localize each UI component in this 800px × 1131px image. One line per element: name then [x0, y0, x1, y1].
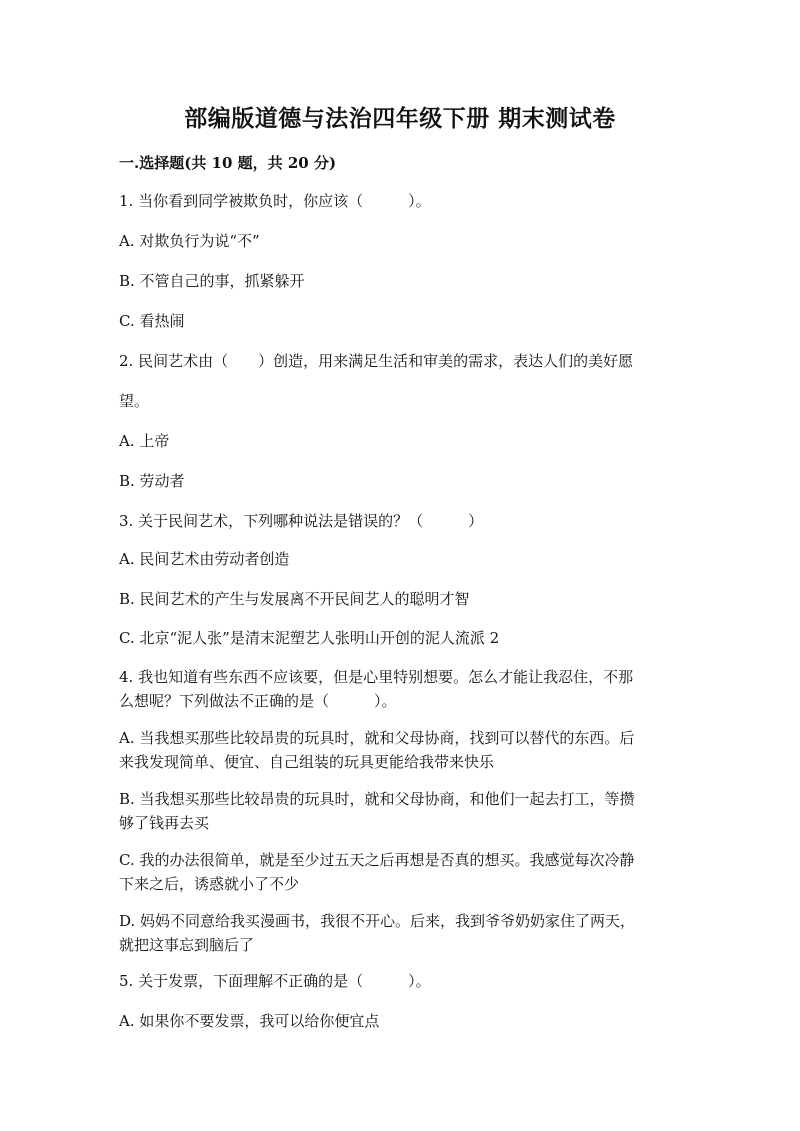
question-5-option-a: A. 如果你不要发票，我可以给你便宜点	[119, 1012, 380, 1030]
question-4-option-c: C. 我的办法很简单，就是至少过五天之后再想是否真的想买。我感觉每次冷静	[119, 851, 635, 869]
question-3-stem: 3. 关于民间艺术，下列哪种说法是错误的？（ ）	[119, 512, 484, 530]
question-2-stem-continued: 望。	[119, 392, 150, 410]
page-title: 部编版道德与法治四年级下册 期末测试卷	[184, 105, 616, 132]
question-3-option-a: A. 民间艺术由劳动者创造	[119, 550, 290, 568]
question-4-option-a-continued: 来我发现简单、便宜、自己组装的玩具更能给我带来快乐	[119, 753, 495, 771]
question-1-option-c: C. 看热闹	[119, 312, 185, 330]
question-1-stem: 1. 当你看到同学被欺负时，你应该（ ）。	[119, 192, 431, 210]
section-heading: 一.选择题(共 10 题，共 20 分)	[119, 154, 337, 172]
question-1-option-b: B. 不管自己的事，抓紧躲开	[119, 272, 305, 290]
question-2-stem: 2. 民间艺术由（ ）创造，用来满足生活和审美的需求，表达人们的美好愿	[119, 352, 634, 370]
question-3-option-c: C. 北京“泥人张”是清末泥塑艺人张明山开创的泥人流派 2	[119, 629, 500, 647]
question-3-option-b: B. 民间艺术的产生与发展离不开民间艺人的聪明才智	[119, 590, 470, 608]
question-1-option-a: A. 对欺负行为说“不”	[119, 232, 260, 250]
question-4-stem-continued: 么想呢？下列做法不正确的是（ ）。	[119, 692, 397, 710]
question-4-option-c-continued: 下来之后，诱惑就小了不少	[119, 875, 300, 893]
question-4-stem: 4. 我也知道有些东西不应该要，但是心里特别想要。怎么才能让我忍住，不那	[119, 668, 634, 686]
question-2-option-b: B. 劳动者	[119, 472, 185, 490]
question-4-option-d: D. 妈妈不同意给我买漫画书，我很不开心。后来，我到爷爷奶奶家住了两天，	[119, 912, 636, 930]
question-4-option-b: B. 当我想买那些比较昂贵的玩具时，就和父母协商，和他们一起去打工，等攒	[119, 790, 635, 808]
question-4-option-a: A. 当我想买那些比较昂贵的玩具时，就和父母协商，找到可以替代的东西。后	[119, 729, 635, 747]
question-2-option-a: A. 上帝	[119, 432, 170, 450]
question-4-option-b-continued: 够了钱再去买	[119, 814, 210, 832]
question-5-stem: 5. 关于发票，下面理解不正确的是（ ）。	[119, 972, 431, 990]
question-4-option-d-continued: 就把这事忘到脑后了	[119, 936, 255, 954]
